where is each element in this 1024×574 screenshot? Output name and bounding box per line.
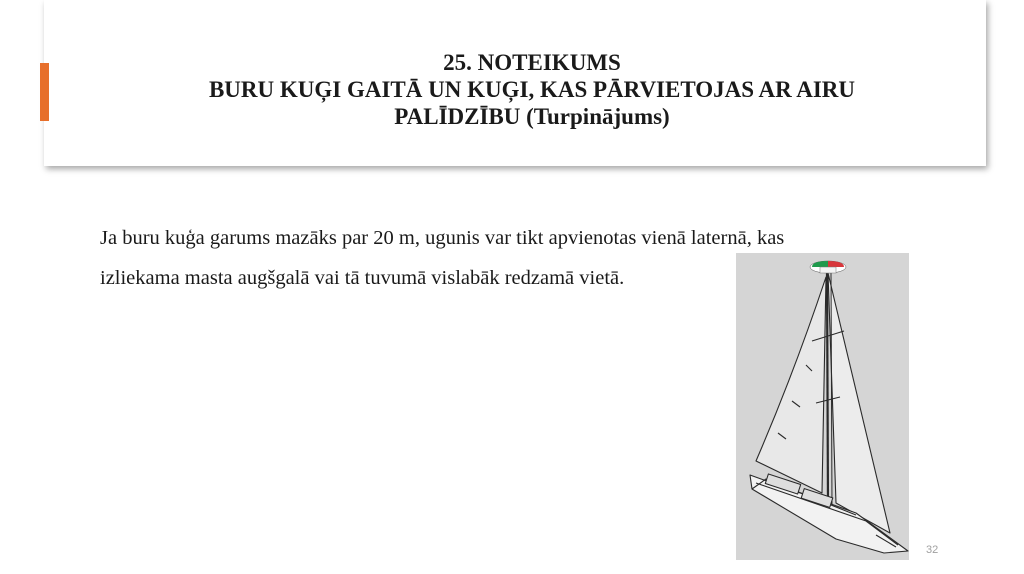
mainsail	[828, 273, 890, 533]
body-line-1: Ja buru kuģa garums mazāks par 20 m, ugunis var tikt apvienotas vienā laternā, kas	[100, 227, 785, 249]
sailboat-drawing	[736, 253, 909, 560]
sailboat-illustration	[736, 253, 909, 560]
title-line-2: BURU KUĢI GAITĀ UN KUĢI, KAS PĀRVIETOJAS AR AIRU	[208, 77, 856, 102]
page-number: 32	[926, 544, 939, 556]
body-line-2: izliekama masta augšgalā vai tā tuvumā vislabāk redzamā vietā.	[100, 267, 625, 289]
title-line-3: PALĪDZĪBU (Turpinājums)	[394, 104, 670, 129]
jib	[756, 277, 826, 493]
mast	[827, 271, 828, 508]
accent-bar	[40, 63, 49, 121]
slide-title	[60, 49, 1004, 130]
title-line-1: 25. NOTEIKUMS	[443, 50, 621, 75]
masthead-lantern	[810, 261, 846, 273]
